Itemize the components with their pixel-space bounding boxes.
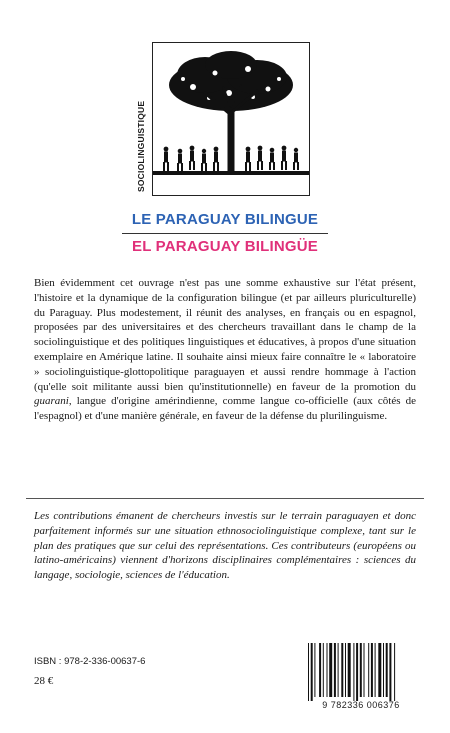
barcode-digits: 9 782336 006376 <box>322 700 400 710</box>
isbn: ISBN : 978-2-336-00637-6 <box>34 656 146 667</box>
barcode-bar <box>314 643 315 697</box>
barcode-bar <box>329 643 332 697</box>
barcode-bar <box>345 643 346 697</box>
barcode-bar <box>378 643 381 697</box>
barcode-bar <box>356 643 358 701</box>
section-divider <box>26 498 424 499</box>
barcode-bar <box>341 643 343 697</box>
title-divider <box>122 233 328 234</box>
barcode-bar <box>308 643 309 701</box>
barcode-bar <box>353 643 354 701</box>
barcode-bar <box>383 643 384 697</box>
barcode-bar <box>327 643 328 697</box>
barcode-bar <box>323 643 324 697</box>
barcode-bar <box>386 643 388 697</box>
abstract-part-1: Bien évidemment cet ouvrage n'est pas une somme exhaustive sur l'état présent, l'histoire et la dynamique de la configuration bilingue (et par ailleurs pluriculturelle) du Paraguay. Plus modestement, il réunit des analyses, en français ou en espagnol, proposées par des universitaires et des chercheurs travaillant dans le champ de la sociolinguistique et des politiques linguistiques et éducatives, à propos d'une situation exemplaire en Amérique latine. Il souhaite ainsi mieux faire connaître le « laboratoire » sociolinguistique-glottopolitique paraguayen et aussi rendre hommage à l'action (qu'elle soit militante aussi bien qu'institutionnelle) en faveur de la promotion du <box>34 277 416 393</box>
barcode-bar <box>394 643 395 701</box>
series-label: SOCIOLINGUISTIQUE <box>136 100 146 192</box>
barcode-bar <box>371 643 373 697</box>
title-french: LE PARAGUAY BILINGUE <box>131 211 319 228</box>
barcode-bar <box>375 643 376 697</box>
abstract-part-2: , langue d'origine amérindienne, comme langue co-officielle (aux côtés de l'espagnol) et d'une manière générale, en faveur de la défense du plurilinguisme. <box>34 395 416 423</box>
title-spanish: EL PARAGUAY BILINGÜE <box>132 238 318 255</box>
barcode-bar <box>364 643 365 697</box>
barcode-bar <box>334 643 336 697</box>
contributions-text: Les contributions émanent de chercheurs investis sur le terrain paraguayen et donc parfaitement informés sur une situation ethnosociolinguistique complexe, tant sur le plan des pratiques que sur celui des représentations. Ces contributeurs (européens ou latino-américains) viennent d'horizons disciplinaires complémentaires : sciences du langage, sociologie, sciences de l'éducation. <box>34 510 416 582</box>
barcode-bar <box>389 643 391 701</box>
barcode-bar <box>311 643 313 701</box>
barcode-bar <box>368 643 369 697</box>
barcode <box>305 643 417 701</box>
abstract-guarani: guarani <box>34 395 69 408</box>
abstract-text <box>34 276 416 424</box>
cover-illustration <box>152 42 310 196</box>
barcode-bar <box>319 643 321 697</box>
price: 28 € <box>34 675 54 687</box>
barcode-bar <box>348 643 351 697</box>
barcode-bar <box>360 643 362 697</box>
barcode-bar <box>338 643 339 697</box>
